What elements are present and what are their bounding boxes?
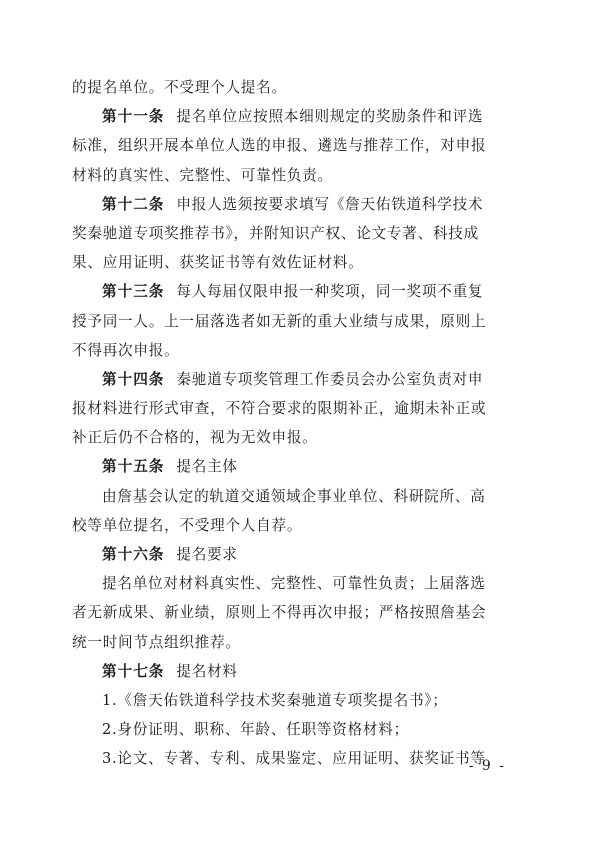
text-line <box>72 452 524 481</box>
line-text: 报材料进行形式审查，不符合要求的限期补正，逾期未补正或 <box>72 400 487 418</box>
text-line <box>72 73 524 102</box>
text-line <box>72 744 524 773</box>
text-line <box>72 657 524 686</box>
line-text: 材料的真实性、完整性、可靠性负责。 <box>72 166 333 184</box>
line-text: 提名要求 <box>176 546 238 563</box>
text-line <box>72 511 524 540</box>
line-text: 提名单位应按照本细则规定的奖励条件和评选 <box>176 108 484 126</box>
page-number: - 9 - <box>468 758 506 774</box>
article-heading: 第十七条 <box>102 662 165 680</box>
text-line <box>72 161 524 190</box>
text-line <box>72 598 524 627</box>
line-text: 秦驰道专项奖管理工作委员会办公室负责对申 <box>176 370 484 388</box>
line-text: 由詹基会认定的轨道交通领域企事业单位、科研院所、高 <box>102 487 486 505</box>
text-line <box>72 540 524 569</box>
line-text: 者无新成果、新业绩，原则上不得再次申报；严格按照詹基会 <box>72 604 487 622</box>
text-line <box>72 715 524 744</box>
line-text: 3.论文、专著、专利、成果鉴定、应用证明、获奖证书等 <box>102 750 486 768</box>
text-line <box>72 248 524 277</box>
line-text: 每人每届仅限申报一种奖项，同一奖项不重复 <box>176 283 484 301</box>
line-text: 的提名单位。不受理个人提名。 <box>72 79 287 96</box>
line-text: 2.身份证明、职称、年龄、任职等资格材料； <box>102 721 409 739</box>
text-line <box>72 131 524 160</box>
line-text: 授予同一人。上一届落选者如无新的重大业绩与成果，原则上 <box>72 312 487 330</box>
line-text: 提名主体 <box>176 458 238 476</box>
article-heading: 第十一条 <box>102 108 165 126</box>
article-heading: 第十四条 <box>102 370 165 388</box>
line-text: 补正后仍不合格的，视为无效申报。 <box>72 429 318 447</box>
text-line <box>72 628 524 657</box>
line-text: 1.《詹天佑铁道科学技术奖秦驰道专项奖提名书》； <box>102 691 448 709</box>
text-line <box>72 277 524 306</box>
article-heading: 第十二条 <box>102 195 165 213</box>
text-line <box>72 365 524 394</box>
line-text: 不得再次申报。 <box>72 341 180 359</box>
text-line <box>72 686 524 715</box>
text-line <box>72 190 524 219</box>
line-text: 统一时间节点组织推荐。 <box>72 633 241 651</box>
text-line <box>72 336 524 365</box>
line-text: 奖秦驰道专项奖推荐书》，并附知识产权、论文专著、科技成 <box>72 224 479 242</box>
line-text: 提名材料 <box>176 662 238 680</box>
text-line <box>72 102 524 131</box>
line-text: 提名单位对材料真实性、完整性、可靠性负责；上届落选 <box>102 575 486 593</box>
article-heading: 第十五条 <box>102 458 165 476</box>
text-line <box>72 569 524 598</box>
line-text: 果、应用证明、获奖证书等有效佐证材料。 <box>72 254 364 272</box>
line-text: 申报人选须按要求填写《詹天佑铁道科学技术 <box>176 195 484 213</box>
document-body <box>72 73 524 774</box>
text-line <box>72 482 524 511</box>
text-line <box>72 219 524 248</box>
article-heading: 第十三条 <box>102 283 165 301</box>
line-text: 标准，组织开展本单位人选的申报、遴选与推荐工作，对申报 <box>72 137 487 155</box>
line-text: 校等单位提名，不受理个人自荐。 <box>72 516 303 534</box>
text-line <box>72 423 524 452</box>
text-line <box>72 394 524 423</box>
article-heading: 第十六条 <box>102 546 165 563</box>
text-line <box>72 307 524 336</box>
